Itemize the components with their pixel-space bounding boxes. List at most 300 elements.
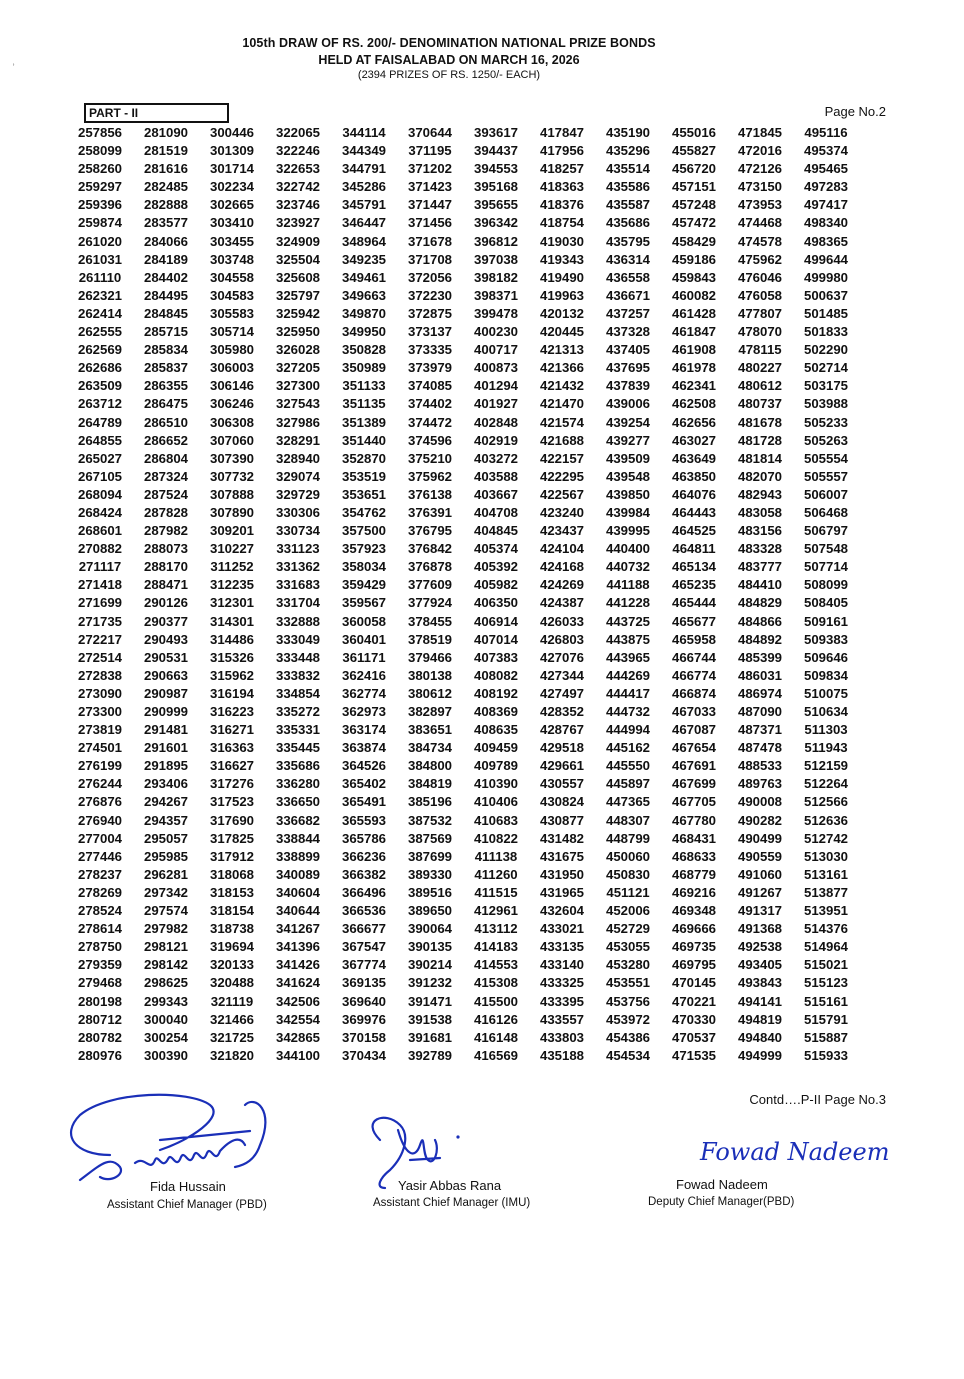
number-row <box>77 613 892 631</box>
bond-number: 374472 <box>407 414 452 430</box>
bond-number: 417847 <box>539 125 584 140</box>
bond-number: 470537 <box>671 1029 716 1045</box>
bond-number: 429518 <box>539 740 584 756</box>
bond-number: 472016 <box>737 143 782 159</box>
bond-number: 366236 <box>341 848 386 864</box>
bond-number: 471845 <box>737 125 782 140</box>
number-row <box>77 956 892 974</box>
bond-number: 431965 <box>539 884 584 900</box>
bond-number: 475962 <box>737 251 782 267</box>
bond-number: 443725 <box>605 613 650 629</box>
bond-number: 458429 <box>671 233 716 249</box>
bond-number: 515021 <box>803 957 848 973</box>
bond-number: 403667 <box>473 486 518 502</box>
bond-number: 301714 <box>209 161 254 177</box>
bond-number: 296281 <box>143 866 188 882</box>
bond-number: 459843 <box>671 269 716 285</box>
bond-number: 445550 <box>605 758 650 774</box>
bond-number: 280782 <box>77 1029 122 1045</box>
bond-number: 419343 <box>539 251 584 267</box>
bond-number: 320488 <box>209 975 254 991</box>
bond-number: 387569 <box>407 830 452 846</box>
bond-number: 499980 <box>803 269 848 285</box>
bond-number: 290493 <box>143 631 188 647</box>
bond-number: 327205 <box>275 360 320 376</box>
bond-number: 419490 <box>539 269 584 285</box>
bond-number: 305980 <box>209 342 254 358</box>
bond-number: 418257 <box>539 161 584 177</box>
bond-number: 410683 <box>473 812 518 828</box>
bond-number: 371456 <box>407 215 452 231</box>
number-row <box>77 721 892 739</box>
bond-number: 409789 <box>473 758 518 774</box>
bond-number: 372875 <box>407 305 452 321</box>
bond-number: 358034 <box>341 559 386 575</box>
bond-number: 379466 <box>407 649 452 665</box>
bond-number: 483328 <box>737 541 782 557</box>
number-row <box>77 993 892 1011</box>
bond-number: 429661 <box>539 758 584 774</box>
bond-number: 463649 <box>671 450 716 466</box>
bond-number: 271418 <box>77 577 122 593</box>
bond-number: 435188 <box>539 1047 584 1063</box>
signature-3-image <box>640 1118 890 1178</box>
bond-number: 408635 <box>473 722 518 738</box>
bond-number: 267105 <box>77 468 122 484</box>
bond-number: 408369 <box>473 704 518 719</box>
bond-number: 503988 <box>803 396 848 412</box>
number-row <box>77 576 892 594</box>
bond-number: 350828 <box>341 342 386 358</box>
bond-number: 340604 <box>275 884 320 900</box>
bond-number: 371202 <box>407 161 452 177</box>
bond-number: 502714 <box>803 360 848 376</box>
bond-number: 419030 <box>539 233 584 249</box>
bond-number: 316223 <box>209 704 254 719</box>
bond-number: 280976 <box>77 1047 122 1063</box>
bond-number: 398182 <box>473 269 518 285</box>
bond-number: 290126 <box>143 595 188 611</box>
bond-number: 322065 <box>275 125 320 140</box>
bond-number: 417956 <box>539 143 584 159</box>
bond-number: 472126 <box>737 161 782 177</box>
bond-number: 469735 <box>671 939 716 955</box>
bond-number: 257856 <box>77 125 122 140</box>
bond-number: 264789 <box>77 414 122 430</box>
bond-number: 305714 <box>209 324 254 340</box>
bond-number: 293406 <box>143 776 188 792</box>
bond-number: 331123 <box>276 541 320 557</box>
bond-number: 390135 <box>407 939 452 955</box>
bond-number: 321466 <box>209 1011 254 1027</box>
number-row <box>77 432 892 450</box>
number-row <box>77 468 892 486</box>
bond-number: 465958 <box>671 631 716 647</box>
bond-number: 344791 <box>341 161 386 177</box>
bond-number: 416569 <box>473 1047 518 1063</box>
number-row <box>77 142 892 160</box>
bond-number: 364526 <box>341 758 386 774</box>
bond-number: 503175 <box>803 378 848 394</box>
bond-number: 404845 <box>473 523 518 539</box>
bond-number: 401294 <box>473 378 518 394</box>
bond-number: 321725 <box>209 1029 254 1045</box>
bond-number: 487090 <box>737 704 782 719</box>
bond-number: 366677 <box>341 921 386 937</box>
bond-number: 494141 <box>737 993 782 1009</box>
bond-number: 492538 <box>737 939 782 955</box>
bond-number: 334854 <box>275 685 320 701</box>
bond-number: 331362 <box>275 559 320 575</box>
bond-number: 276244 <box>77 776 122 792</box>
number-row <box>77 1029 892 1047</box>
bond-number: 344114 <box>342 125 386 140</box>
bond-number: 282485 <box>143 179 188 195</box>
bond-number: 287982 <box>143 523 188 539</box>
bond-number: 435686 <box>605 215 650 231</box>
bond-number: 311252 <box>210 559 254 575</box>
bond-number: 439995 <box>605 523 650 539</box>
signature-block-3 <box>640 1118 890 1223</box>
bond-number: 448307 <box>605 812 650 828</box>
bond-number: 316271 <box>209 722 254 738</box>
bond-number: 489763 <box>737 776 782 792</box>
number-row <box>77 1011 892 1029</box>
bond-number: 450060 <box>605 848 650 864</box>
bond-number: 467654 <box>671 740 716 756</box>
bond-number: 512742 <box>803 830 848 846</box>
bond-number: 329074 <box>275 468 320 484</box>
bond-number: 303410 <box>209 215 254 231</box>
bond-number: 370434 <box>341 1047 386 1063</box>
bond-number: 405392 <box>473 559 518 575</box>
draw-title: 105th DRAW OF RS. 200/- DENOMINATION NATIONAL PRIZE BONDS <box>242 36 656 50</box>
bond-number: 511303 <box>804 722 848 738</box>
bond-number: 329729 <box>275 486 320 502</box>
bond-number: 439006 <box>605 396 650 412</box>
bond-number: 452006 <box>605 903 650 919</box>
bond-number: 333049 <box>275 631 320 647</box>
bond-number: 272514 <box>77 649 122 665</box>
bond-number: 265027 <box>77 450 122 466</box>
bond-number: 436671 <box>605 287 650 303</box>
bond-number: 483777 <box>737 559 782 575</box>
bond-number: 499644 <box>803 251 848 267</box>
bond-number: 335445 <box>275 740 320 756</box>
bond-number: 509646 <box>803 649 848 665</box>
bond-number: 427076 <box>539 649 584 665</box>
bond-number: 283577 <box>143 215 188 231</box>
bond-number: 270882 <box>77 541 122 557</box>
bond-number: 263712 <box>77 396 122 412</box>
bond-number: 351440 <box>341 432 386 448</box>
bond-number: 330306 <box>275 504 320 520</box>
bond-number: 421574 <box>539 414 584 430</box>
bond-number: 353519 <box>341 468 386 484</box>
bond-number: 350989 <box>341 360 386 376</box>
bond-number: 421470 <box>539 396 584 412</box>
bond-number: 478070 <box>737 324 782 340</box>
bond-number: 362973 <box>341 704 386 719</box>
bond-number: 259297 <box>77 179 122 195</box>
bond-number: 295057 <box>143 830 188 846</box>
bond-number: 509161 <box>803 613 848 629</box>
bond-number: 371447 <box>407 197 452 213</box>
bond-number: 481728 <box>737 432 782 448</box>
bond-number: 291895 <box>143 758 188 774</box>
bond-number: 340644 <box>275 903 320 919</box>
number-row <box>77 233 892 251</box>
bond-number: 272217 <box>77 631 122 647</box>
bond-number: 476046 <box>737 269 782 285</box>
bond-number: 365786 <box>341 830 386 846</box>
bond-number: 515933 <box>803 1047 848 1063</box>
number-row <box>77 812 892 830</box>
bond-number: 342865 <box>275 1029 320 1045</box>
bond-number: 439509 <box>605 450 650 466</box>
bond-number: 315326 <box>209 649 254 665</box>
bond-number: 391471 <box>407 993 452 1009</box>
bond-number: 298625 <box>143 975 188 991</box>
bond-number: 466774 <box>671 667 716 683</box>
bond-number: 360058 <box>341 613 386 629</box>
bond-number: 262569 <box>77 342 122 358</box>
bond-number: 433325 <box>539 975 584 991</box>
bond-number: 342506 <box>275 993 320 1009</box>
bond-number: 454534 <box>605 1047 650 1063</box>
number-row <box>77 540 892 558</box>
bond-number: 419963 <box>539 287 584 303</box>
bond-number: 321820 <box>209 1047 254 1063</box>
bond-number: 459186 <box>671 251 716 267</box>
bond-number: 411515 <box>474 884 518 900</box>
bond-number: 455016 <box>671 125 716 140</box>
bond-number: 385196 <box>407 794 452 810</box>
bond-number: 317523 <box>209 794 254 810</box>
bond-number: 495116 <box>804 125 848 140</box>
bond-number: 264855 <box>77 432 122 448</box>
bond-number: 363174 <box>341 722 386 738</box>
number-row <box>77 377 892 395</box>
bond-number: 317825 <box>209 830 254 846</box>
bond-number: 469795 <box>671 957 716 973</box>
bond-number: 506007 <box>803 486 848 502</box>
bond-number: 328291 <box>275 432 320 448</box>
bond-number: 466874 <box>671 685 716 701</box>
bond-number: 453055 <box>605 939 650 955</box>
bond-number: 437695 <box>605 360 650 376</box>
bond-number: 418754 <box>539 215 584 231</box>
bond-number: 444732 <box>605 704 650 719</box>
bond-number: 312301 <box>209 595 254 611</box>
bond-number: 306246 <box>209 396 254 412</box>
bond-number: 371423 <box>407 179 452 195</box>
bond-number: 276940 <box>77 812 122 828</box>
bond-number: 300446 <box>209 125 254 140</box>
bond-number: 410822 <box>473 830 518 846</box>
bond-number: 482070 <box>737 468 782 484</box>
bond-number: 284066 <box>143 233 188 249</box>
bond-number: 281519 <box>143 143 188 159</box>
bond-number: 290531 <box>143 649 188 665</box>
bond-number: 287524 <box>143 486 188 502</box>
bond-number: 467087 <box>671 722 716 738</box>
bond-number: 485399 <box>737 649 782 665</box>
bond-number: 366536 <box>341 903 386 919</box>
bond-number: 325950 <box>275 324 320 340</box>
bond-number: 367774 <box>341 957 386 973</box>
bond-number: 431950 <box>539 866 584 882</box>
bond-number: 327986 <box>275 414 320 430</box>
number-row <box>77 631 892 649</box>
bond-number: 461847 <box>671 324 716 340</box>
bond-number: 304583 <box>209 287 254 303</box>
bond-number: 465677 <box>671 613 716 629</box>
bond-number: 365491 <box>341 794 386 810</box>
signatory-1-title: Assistant Chief Manager (PBD) <box>107 1199 267 1211</box>
bond-number: 400230 <box>473 324 518 340</box>
bond-number: 297342 <box>143 884 188 900</box>
bond-number: 374085 <box>407 378 452 394</box>
bond-number: 277446 <box>77 848 122 864</box>
bond-number: 435514 <box>605 161 650 177</box>
prize-count-note: (2394 PRIZES OF RS. 1250/- EACH) <box>357 69 541 81</box>
bond-number: 279359 <box>77 957 122 973</box>
bond-number: 315962 <box>209 667 254 683</box>
bond-number: 474578 <box>737 233 782 249</box>
number-row <box>77 884 892 902</box>
number-row <box>77 1047 892 1065</box>
number-row <box>77 793 892 811</box>
bond-number: 297574 <box>143 903 188 919</box>
bond-number: 424168 <box>539 559 584 575</box>
bond-number: 304558 <box>209 269 254 285</box>
bond-number: 461428 <box>671 305 716 321</box>
bond-number: 286804 <box>143 450 188 466</box>
bond-number: 344100 <box>275 1047 320 1063</box>
bond-number: 278237 <box>77 866 122 882</box>
bond-number: 390064 <box>407 921 452 937</box>
bond-number: 443875 <box>605 631 650 647</box>
bond-number: 316194 <box>209 685 254 701</box>
bond-number: 468779 <box>671 866 716 882</box>
bond-number: 390214 <box>407 957 452 973</box>
bond-number: 314486 <box>209 631 254 647</box>
bond-number: 290377 <box>143 613 188 629</box>
number-row <box>77 594 892 612</box>
bond-number: 508405 <box>803 595 848 611</box>
bond-number: 317912 <box>209 848 254 864</box>
bond-number: 331704 <box>275 595 320 611</box>
bond-number: 439254 <box>605 414 650 430</box>
number-row <box>77 649 892 667</box>
bond-number: 338844 <box>275 830 320 846</box>
bond-number: 455827 <box>671 143 716 159</box>
bond-number: 490559 <box>737 848 782 864</box>
number-row <box>77 124 892 142</box>
bond-number: 359429 <box>341 577 386 593</box>
bond-number: 447365 <box>605 794 650 810</box>
bond-number: 287828 <box>143 504 188 520</box>
bond-number: 369135 <box>341 975 386 991</box>
bond-number: 462656 <box>671 414 716 430</box>
bond-number: 280198 <box>77 993 122 1009</box>
bond-number: 395168 <box>473 179 518 195</box>
bond-number: 393617 <box>473 125 518 140</box>
bond-number: 378455 <box>407 613 452 629</box>
signatory-3-title: Deputy Chief Manager(PBD) <box>648 1196 795 1208</box>
bond-number: 420445 <box>539 324 584 340</box>
bond-number: 305583 <box>209 305 254 321</box>
bond-number: 509383 <box>803 631 848 647</box>
bond-number: 281616 <box>143 161 188 177</box>
bond-number: 302234 <box>209 179 254 195</box>
bond-number: 480612 <box>737 378 782 394</box>
bond-number: 491267 <box>737 884 782 900</box>
signature-1-image <box>40 1085 300 1185</box>
bond-number: 373335 <box>407 342 452 358</box>
bond-number: 340089 <box>275 866 320 882</box>
bond-number: 436558 <box>605 269 650 285</box>
bond-number: 371708 <box>407 251 452 267</box>
bond-number: 392789 <box>407 1047 452 1063</box>
bond-number: 433135 <box>539 939 584 955</box>
bond-number: 467699 <box>671 776 716 792</box>
bond-number: 406914 <box>473 613 518 629</box>
bond-number: 427497 <box>539 685 584 701</box>
bond-number: 325797 <box>275 287 320 303</box>
bond-number: 437839 <box>605 378 650 394</box>
bond-number: 262321 <box>77 287 122 303</box>
bond-number: 511943 <box>804 740 848 756</box>
bond-number: 307732 <box>209 468 254 484</box>
bond-number: 318153 <box>209 884 254 900</box>
bond-number: 284402 <box>143 269 188 285</box>
bond-number: 345791 <box>341 197 386 213</box>
bond-number: 307890 <box>209 504 254 520</box>
signatory-2-name: Yasir Abbas Rana <box>398 1178 502 1193</box>
bond-number: 384819 <box>407 776 452 792</box>
bond-number: 406350 <box>473 595 518 611</box>
bond-number: 415500 <box>473 993 518 1009</box>
bond-number: 494840 <box>737 1029 782 1045</box>
bond-number: 498365 <box>803 233 848 249</box>
bond-number: 420132 <box>539 305 584 321</box>
bond-number: 484866 <box>737 613 782 629</box>
bond-number: 405374 <box>473 541 518 557</box>
bond-number: 400873 <box>473 360 518 376</box>
bond-number: 316627 <box>209 758 254 774</box>
bond-number: 432604 <box>539 903 584 919</box>
bond-number: 298142 <box>143 957 188 973</box>
bond-number: 285834 <box>143 342 188 358</box>
bond-number: 468633 <box>671 848 716 864</box>
bond-number: 414183 <box>473 939 518 955</box>
bond-number: 422567 <box>539 486 584 502</box>
bond-number: 505263 <box>803 432 848 448</box>
bond-number: 384800 <box>407 758 452 774</box>
bond-number: 384734 <box>407 740 452 756</box>
bond-number: 464076 <box>671 486 716 502</box>
bond-number: 286652 <box>143 432 188 448</box>
bond-number: 331683 <box>275 577 320 593</box>
bond-number: 507714 <box>803 559 848 575</box>
bond-number: 416126 <box>473 1011 518 1027</box>
bond-number: 297982 <box>143 921 188 937</box>
bond-number: 365402 <box>341 776 386 792</box>
bond-number: 402848 <box>473 414 518 430</box>
bond-number: 473150 <box>737 179 782 195</box>
